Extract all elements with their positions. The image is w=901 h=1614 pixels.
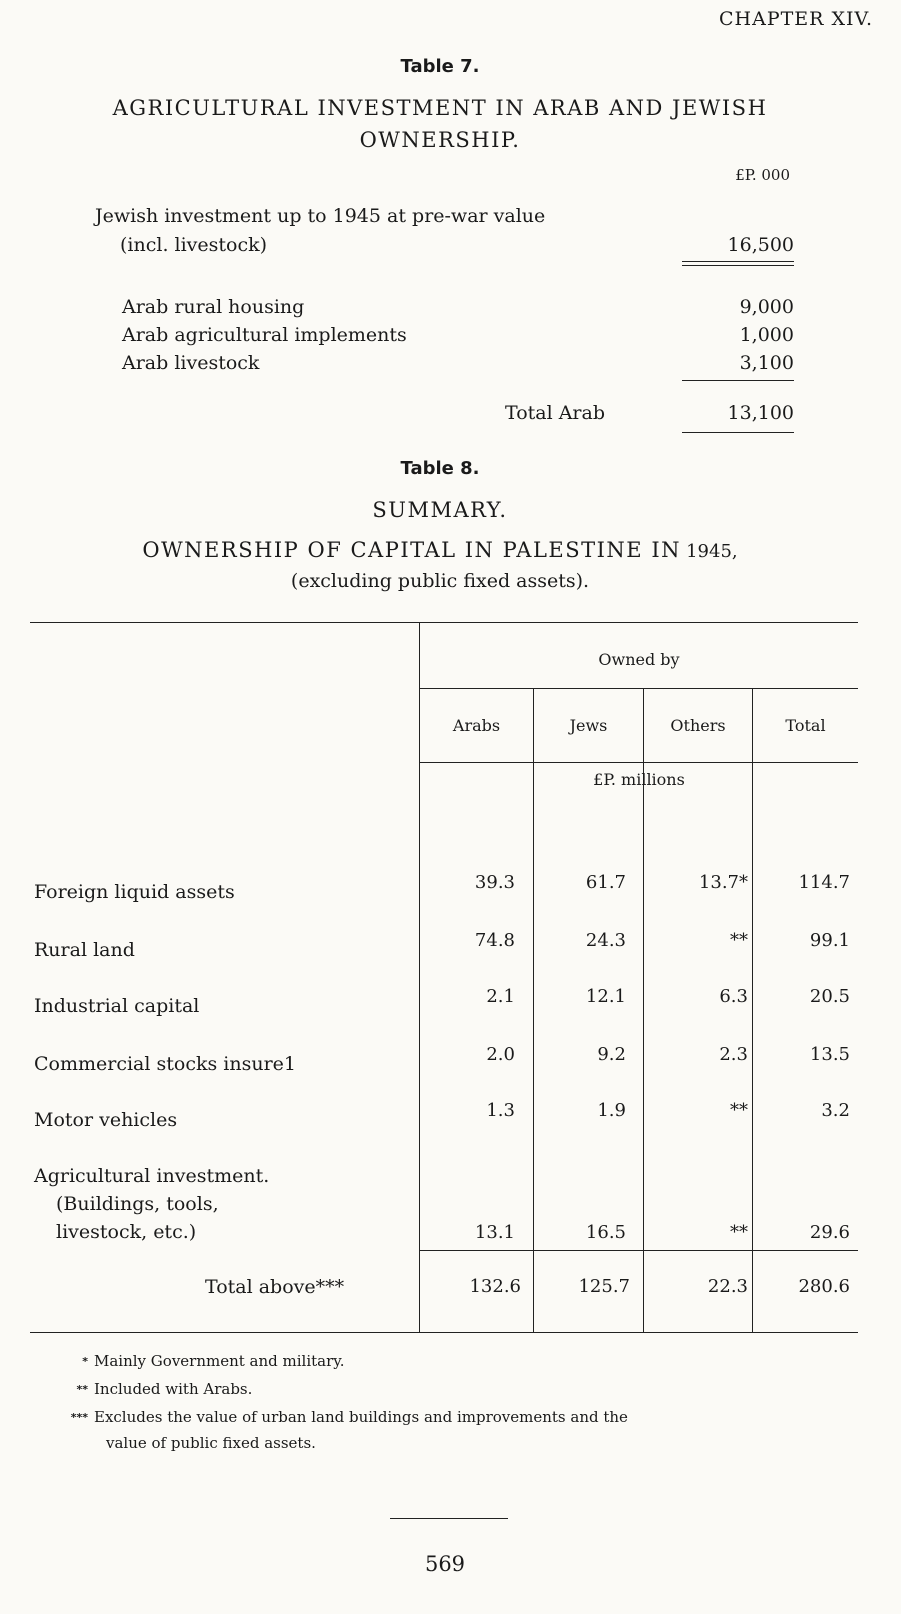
owned-by-rule	[419, 688, 858, 689]
double-rule-top	[682, 261, 794, 262]
table7-title: Table 7.	[400, 56, 480, 77]
cell-arabs: 2.1	[486, 986, 515, 1007]
row-label: Foreign liquid assets	[34, 881, 235, 903]
footnote-mark: *	[82, 1355, 88, 1368]
row-label: Industrial capital	[34, 995, 200, 1017]
footnote-text: Included with Arabs.	[94, 1380, 253, 1398]
total-label: Total above***	[205, 1276, 345, 1298]
footnote-text: Mainly Government and military.	[94, 1352, 345, 1370]
table8-title: Table 8.	[400, 458, 480, 479]
cell-jews: 9.2	[597, 1044, 626, 1065]
cell-others: 2.3	[719, 1044, 748, 1065]
table7-jewish-label-line1: Jewish investment up to 1945 at pre-war value	[95, 205, 546, 227]
total-underline	[682, 432, 794, 433]
column-header-rule	[419, 762, 858, 763]
table7-arab-row-label: Arab agricultural implements	[122, 324, 407, 346]
table7-arab-row-value: 3,100	[739, 352, 794, 374]
column-header-arabs: Arabs	[452, 716, 501, 735]
cell-total: 13.5	[809, 1044, 850, 1065]
end-rule	[390, 1518, 508, 1519]
table7-jewish-label-line2: (incl. livestock)	[120, 234, 268, 256]
total-others: 22.3	[707, 1276, 748, 1297]
table7-total-label: Total Arab	[505, 402, 606, 424]
cell-jews: 24.3	[585, 930, 626, 951]
column-header-jews: Jews	[569, 716, 608, 735]
owned-by-header: Owned by	[598, 650, 680, 669]
cell-jews: 1.9	[597, 1100, 626, 1121]
footnote-text: Excludes the value of urban land buildings and improvements and the	[94, 1408, 628, 1426]
cell-arabs: 74.8	[474, 930, 515, 951]
cell-total: 99.1	[809, 930, 850, 951]
table7-heading-line1: AGRICULTURAL INVESTMENT IN ARAB AND JEWISH	[112, 96, 768, 120]
table8-bottom-rule	[30, 1332, 858, 1333]
row-label: Commercial stocks insure1	[34, 1053, 296, 1075]
row-label-line: (Buildings, tools,	[56, 1193, 219, 1215]
cell-arabs: 39.3	[474, 872, 515, 893]
cell-others: 6.3	[719, 986, 748, 1007]
cell-arabs: 1.3	[486, 1100, 515, 1121]
table7-arab-row-value: 9,000	[739, 296, 794, 318]
cell-total: 114.7	[798, 872, 850, 893]
row-label-line: livestock, etc.)	[56, 1221, 197, 1243]
cell-others: 13.7*	[698, 872, 748, 893]
column-header-total: Total	[785, 716, 826, 735]
column-header-others: Others	[670, 716, 726, 735]
cell-arabs: 2.0	[486, 1044, 515, 1065]
footnote	[50, 1352, 345, 1370]
footnote-continuation: value of public fixed assets.	[106, 1434, 316, 1452]
footnote	[50, 1380, 252, 1398]
cell-arabs: 13.1	[474, 1222, 515, 1243]
cell-others: **	[730, 1222, 748, 1243]
table7-jewish-value: 16,500	[727, 234, 794, 256]
chapter-header: CHAPTER XIV.	[719, 8, 873, 30]
cell-total: 20.5	[809, 986, 850, 1007]
footnote	[50, 1408, 628, 1426]
table8-heading-summary: SUMMARY.	[372, 498, 508, 522]
table8-heading-year: 1945,	[686, 541, 738, 562]
table8-heading-line2: (excluding public fixed assets).	[290, 570, 590, 592]
table7-arab-row-label: Arab livestock	[122, 352, 260, 374]
table8-top-rule	[30, 622, 858, 623]
row-label: Rural land	[34, 939, 135, 961]
page-number: 569	[424, 1552, 466, 1576]
cell-total: 29.6	[809, 1222, 850, 1243]
table7-unit: £P. 000	[735, 166, 790, 184]
row-label: Motor vehicles	[34, 1109, 178, 1131]
table7-heading-line2: OWNERSHIP.	[359, 128, 521, 152]
row-label-line: Agricultural investment.	[34, 1165, 270, 1187]
footnote-mark: **	[76, 1383, 88, 1396]
table7-arab-row-label: Arab rural housing	[122, 296, 305, 318]
total-arabs: 132.6	[469, 1276, 521, 1297]
cell-jews: 61.7	[585, 872, 626, 893]
total-row-rule	[419, 1250, 858, 1251]
table8-unit: £P. millions	[593, 770, 685, 789]
table7-arab-row-value: 1,000	[739, 324, 794, 346]
cell-jews: 16.5	[585, 1222, 626, 1243]
cell-others: **	[730, 1100, 748, 1121]
total-jews: 125.7	[578, 1276, 630, 1297]
cell-others: **	[730, 930, 748, 951]
cell-jews: 12.1	[585, 986, 626, 1007]
table7-total-value: 13,100	[727, 402, 794, 424]
cell-total: 3.2	[821, 1100, 850, 1121]
table8-heading-line1	[0, 538, 880, 562]
total-rule	[682, 380, 794, 381]
table8-heading-caps: OWNERSHIP OF CAPITAL IN PALESTINE IN	[142, 538, 681, 562]
footnote-mark: ***	[70, 1411, 88, 1424]
double-rule-bottom	[682, 265, 794, 266]
total-total: 280.6	[798, 1276, 850, 1297]
